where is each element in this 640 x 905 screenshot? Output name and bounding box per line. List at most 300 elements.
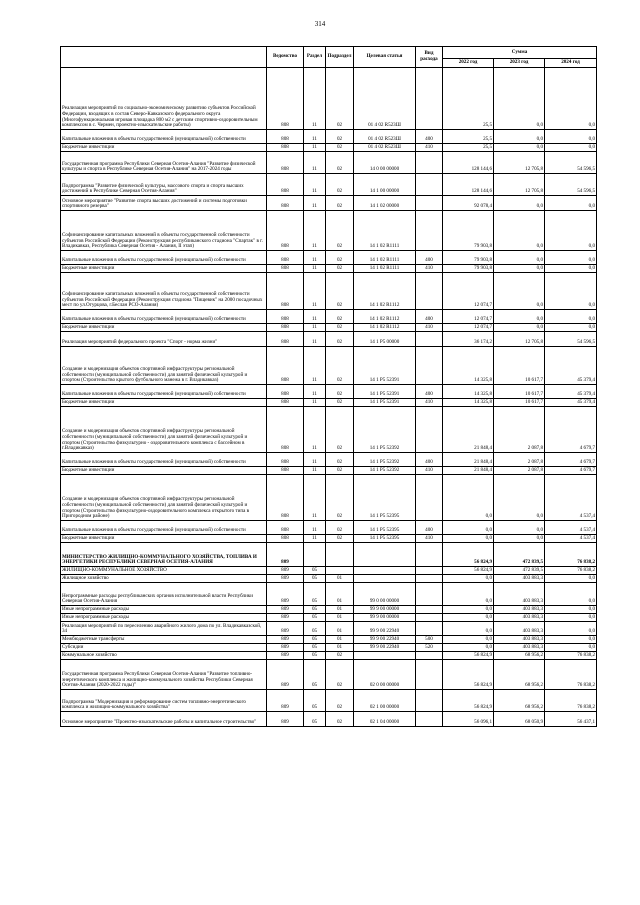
cell-name: Непрограммные расходы республиканских органов исполнительной власти Республики Северная Осетия-Алания [61, 583, 267, 606]
cell-podrazdel: 01 [326, 636, 354, 644]
cell-vedomstvo: 808 [267, 196, 304, 211]
cell-sum-2024: 0,0 [545, 68, 597, 130]
cell-celevaya-statya: 99 9 00 22940 [354, 636, 416, 644]
cell-vedomstvo: 809 [267, 614, 304, 622]
cell-sum-2023: 0,0 [494, 265, 545, 273]
cell-sum-2022: 0,0 [443, 583, 494, 606]
cell-celevaya-statya: 01 4 02 R523Ш [354, 144, 416, 152]
table-row [61, 453, 597, 467]
cell-podrazdel: 02 [326, 453, 354, 467]
table-row [61, 211, 597, 251]
cell-vid-raskhoda [416, 567, 443, 575]
cell-sum-2024: 4 679,7 [545, 453, 597, 467]
cell-sum-2023: 472 839,5 [494, 543, 545, 567]
cell-podrazdel: 02 [326, 130, 354, 144]
cell-name: Основное мероприятие "Развитие спорта высших достижений и системы подготовки спортивного резерва" [61, 196, 267, 211]
cell-razdel: 11 [304, 521, 326, 535]
header-celevaya-statya: Целевая статья [354, 47, 416, 68]
cell-sum-2023: 403 883,3 [494, 644, 545, 652]
cell-sum-2023: 2 087,8 [494, 467, 545, 475]
cell-podrazdel: 02 [326, 712, 354, 727]
cell-sum-2023: 0,0 [494, 521, 545, 535]
cell-name: Бюджетные инвестиции [61, 324, 267, 332]
table-row [61, 265, 597, 273]
table-row [61, 614, 597, 622]
cell-celevaya-statya [354, 567, 416, 575]
cell-celevaya-statya: 14 1 P5 52395 [354, 521, 416, 535]
cell-sum-2024: 0,0 [545, 606, 597, 614]
cell-vid-raskhoda [416, 196, 443, 211]
cell-sum-2024: 76 838,2 [545, 690, 597, 712]
header-2023: 2023 год [494, 59, 545, 68]
cell-vedomstvo: 809 [267, 690, 304, 712]
cell-vid-raskhoda: 410 [416, 467, 443, 475]
cell-name: Реализация мероприятий по социально-экономическому развитию субъектов Российской Федерации, входящих в состав Северо-Кавказского федерального округа (Многофункциональная игровая площадка 800 м2 с детским спортивно-оздоровительным комплексом в с. Чермен, проектно-изыскательские работы) [61, 68, 267, 130]
cell-sum-2024: 0,0 [545, 583, 597, 606]
cell-celevaya-statya: 14 1 P5 52392 [354, 467, 416, 475]
cell-name: Государственная программа Республики Северная Осетия-Алания "Развитие топливно-энергетического комплекса и жилищно-коммунального хозяйства Республики Северная Осетия-Алания (2020-2022 годы)" [61, 660, 267, 690]
cell-sum-2022: 56 824,9 [443, 543, 494, 567]
cell-vid-raskhoda: 410 [416, 535, 443, 543]
cell-vid-raskhoda: 400 [416, 385, 443, 399]
table-row [61, 567, 597, 575]
cell-vedomstvo: 809 [267, 606, 304, 614]
cell-podrazdel: 01 [326, 622, 354, 636]
cell-vedomstvo: 808 [267, 385, 304, 399]
cell-celevaya-statya [354, 652, 416, 660]
cell-vid-raskhoda [416, 583, 443, 606]
cell-razdel: 05 [304, 575, 326, 583]
cell-razdel: 05 [304, 622, 326, 636]
cell-podrazdel: 02 [326, 211, 354, 251]
cell-podrazdel: 01 [326, 644, 354, 652]
cell-sum-2022: 79 903,8 [443, 251, 494, 265]
cell-sum-2022: 0,0 [443, 575, 494, 583]
cell-podrazdel: 02 [326, 467, 354, 475]
cell-sum-2024: 4 537,4 [545, 535, 597, 543]
table-row [61, 636, 597, 644]
cell-vedomstvo: 808 [267, 152, 304, 174]
cell-podrazdel: 02 [326, 332, 354, 347]
cell-podrazdel: 02 [326, 251, 354, 265]
cell-sum-2022: 0,0 [443, 636, 494, 644]
cell-razdel: 11 [304, 407, 326, 453]
cell-celevaya-statya: 99 9 00 22940 [354, 644, 416, 652]
table-row [61, 68, 597, 130]
cell-sum-2022: 0,0 [443, 475, 494, 521]
cell-sum-2024: 0,0 [545, 144, 597, 152]
cell-name: Софинансирование капитальных вложений в объекты государственной собственности субъектов Российской Федерации (Реконструкция республиканского стадиона "Спартак" в г. Владикавказ, Республика Северная Осетия - Алания, II этап) [61, 211, 267, 251]
cell-sum-2022: 0,0 [443, 606, 494, 614]
cell-razdel: 11 [304, 251, 326, 265]
cell-vid-raskhoda: 520 [416, 644, 443, 652]
cell-sum-2023: 10 617,7 [494, 347, 545, 385]
header-razdel: Раздел [304, 47, 326, 68]
cell-sum-2024: 54 596,5 [545, 332, 597, 347]
cell-sum-2024: 4 679,7 [545, 407, 597, 453]
cell-podrazdel: 01 [326, 583, 354, 606]
cell-vedomstvo: 809 [267, 583, 304, 606]
cell-name: Подпрограмма "Развитие физической культуры, массового спорта и спорта высших достижений в Республике Северная Осетия-Алания" [61, 174, 267, 196]
cell-vid-raskhoda [416, 152, 443, 174]
cell-vid-raskhoda [416, 712, 443, 727]
cell-sum-2024: 54 596,5 [545, 152, 597, 174]
cell-celevaya-statya: 99 0 00 00000 [354, 583, 416, 606]
cell-sum-2023: 403 883,3 [494, 614, 545, 622]
cell-sum-2024: 0,0 [545, 614, 597, 622]
cell-razdel: 11 [304, 324, 326, 332]
cell-name: Капитальные вложения в объекты государственной (муниципальной) собственности [61, 310, 267, 324]
cell-vedomstvo: 808 [267, 174, 304, 196]
table-row [61, 652, 597, 660]
cell-sum-2022: 128 144,6 [443, 174, 494, 196]
table-row [61, 606, 597, 614]
cell-razdel: 05 [304, 614, 326, 622]
cell-razdel: 05 [304, 712, 326, 727]
cell-vid-raskhoda: 500 [416, 636, 443, 644]
cell-sum-2024: 54 596,5 [545, 174, 597, 196]
cell-vedomstvo: 809 [267, 652, 304, 660]
cell-sum-2023: 68 956,2 [494, 652, 545, 660]
cell-vedomstvo: 809 [267, 543, 304, 567]
cell-name: Капитальные вложения в объекты государственной (муниципальной) собственности [61, 251, 267, 265]
cell-razdel: 05 [304, 652, 326, 660]
cell-podrazdel: 02 [326, 347, 354, 385]
cell-vid-raskhoda [416, 614, 443, 622]
cell-celevaya-statya: 14 1 P5 52391 [354, 385, 416, 399]
cell-sum-2022: 21 848,4 [443, 453, 494, 467]
table-row [61, 583, 597, 606]
cell-podrazdel: 02 [326, 385, 354, 399]
table-row [61, 251, 597, 265]
cell-celevaya-statya: 14 1 02 R1112 [354, 310, 416, 324]
cell-podrazdel: 01 [326, 614, 354, 622]
cell-sum-2024: 0,0 [545, 324, 597, 332]
cell-name: Иные непрограммные расходы [61, 614, 267, 622]
cell-name: Софинансирование капитальных вложений в объекты государственной собственности субъектов Российской Федерации (Реконструкция стадиона "Пищевик" на 2000 посадочных мест по ул.Огурцова, г.Беслан РСО-Алания) [61, 273, 267, 310]
cell-name: Субсидии [61, 644, 267, 652]
table-row [61, 622, 597, 636]
cell-name: Капитальные вложения в объекты государственной (муниципальной) собственности [61, 453, 267, 467]
cell-vedomstvo: 809 [267, 636, 304, 644]
cell-sum-2023: 2 087,8 [494, 407, 545, 453]
cell-vedomstvo: 808 [267, 467, 304, 475]
cell-vedomstvo: 808 [267, 475, 304, 521]
cell-name: Межбюджетные трансферты [61, 636, 267, 644]
cell-sum-2024: 4 537,4 [545, 521, 597, 535]
cell-sum-2022: 25,5 [443, 130, 494, 144]
cell-celevaya-statya: 14 1 02 R1112 [354, 324, 416, 332]
cell-vid-raskhoda: 400 [416, 453, 443, 467]
header-vid-raskhoda: Вид расхода [416, 47, 443, 68]
cell-celevaya-statya: 14 0 00 00000 [354, 152, 416, 174]
cell-sum-2023: 0,0 [494, 144, 545, 152]
cell-sum-2022: 21 848,4 [443, 407, 494, 453]
cell-vedomstvo: 808 [267, 535, 304, 543]
cell-sum-2024: 0,0 [545, 130, 597, 144]
cell-celevaya-statya: 14 1 02 R1111 [354, 251, 416, 265]
cell-sum-2024: 4 537,4 [545, 475, 597, 521]
cell-sum-2024: 0,0 [545, 310, 597, 324]
cell-celevaya-statya: 14 1 P5 52391 [354, 347, 416, 385]
cell-podrazdel: 02 [326, 152, 354, 174]
cell-vedomstvo: 808 [267, 521, 304, 535]
cell-podrazdel: 02 [326, 407, 354, 453]
cell-celevaya-statya: 14 1 P5 52392 [354, 407, 416, 453]
cell-razdel: 11 [304, 347, 326, 385]
cell-sum-2022: 12 074,7 [443, 310, 494, 324]
cell-name: Подпрограмма "Модернизация и реформирование систем топливно-энергетического комплекса и жилищно-коммунального хозяйства" [61, 690, 267, 712]
cell-sum-2023: 12 705,8 [494, 152, 545, 174]
cell-sum-2023: 0,0 [494, 535, 545, 543]
cell-vid-raskhoda: 400 [416, 521, 443, 535]
cell-name: Бюджетные инвестиции [61, 144, 267, 152]
cell-name: Основное мероприятие "Проектно-изыскательские работы и капитальное строительство" [61, 712, 267, 727]
cell-sum-2024: 76 838,2 [545, 567, 597, 575]
cell-celevaya-statya: 02 1 04 00000 [354, 712, 416, 727]
cell-razdel: 11 [304, 196, 326, 211]
cell-sum-2022: 14 325,8 [443, 385, 494, 399]
cell-razdel: 11 [304, 130, 326, 144]
cell-podrazdel: 02 [326, 265, 354, 273]
cell-name: Капитальные вложения в объекты государственной (муниципальной) собственности [61, 521, 267, 535]
cell-sum-2022: 56 824,9 [443, 690, 494, 712]
cell-name: Реализация мероприятий федерального проекта "Спорт - норма жизни" [61, 332, 267, 347]
cell-razdel: 05 [304, 690, 326, 712]
cell-sum-2022: 14 325,8 [443, 347, 494, 385]
cell-celevaya-statya: 14 1 P5 00000 [354, 332, 416, 347]
header-vedomstvo: Ведомство [267, 47, 304, 68]
cell-razdel: 05 [304, 660, 326, 690]
cell-vedomstvo: 808 [267, 265, 304, 273]
cell-celevaya-statya: 01 4 02 R523Ш [354, 130, 416, 144]
cell-podrazdel: 02 [326, 521, 354, 535]
cell-razdel: 11 [304, 152, 326, 174]
table-row [61, 332, 597, 347]
cell-sum-2024: 0,0 [545, 211, 597, 251]
cell-sum-2022: 0,0 [443, 535, 494, 543]
table-row [61, 521, 597, 535]
cell-celevaya-statya: 14 1 02 R1111 [354, 211, 416, 251]
header-name-blank [61, 47, 267, 68]
cell-razdel: 11 [304, 310, 326, 324]
cell-sum-2024: 76 838,2 [545, 660, 597, 690]
cell-podrazdel: 02 [326, 310, 354, 324]
cell-podrazdel: 02 [326, 144, 354, 152]
cell-name: Капитальные вложения в объекты государственной (муниципальной) собственности [61, 385, 267, 399]
cell-sum-2022: 56 824,9 [443, 567, 494, 575]
cell-sum-2022: 79 903,8 [443, 211, 494, 251]
table-row [61, 467, 597, 475]
cell-name: Коммунальное хозяйство [61, 652, 267, 660]
table-row [61, 399, 597, 407]
cell-celevaya-statya: 99 9 00 00000 [354, 606, 416, 614]
cell-sum-2023: 0,0 [494, 211, 545, 251]
cell-podrazdel: 01 [326, 606, 354, 614]
cell-sum-2024: 4 679,7 [545, 467, 597, 475]
cell-razdel: 11 [304, 399, 326, 407]
cell-celevaya-statya: 14 1 P5 52392 [354, 453, 416, 467]
cell-sum-2022: 25,5 [443, 144, 494, 152]
cell-sum-2022: 36 174,2 [443, 332, 494, 347]
cell-sum-2024: 0,0 [545, 265, 597, 273]
table-row [61, 196, 597, 211]
cell-name: Бюджетные инвестиции [61, 399, 267, 407]
cell-podrazdel: 02 [326, 652, 354, 660]
cell-sum-2022: 12 074,7 [443, 324, 494, 332]
budget-table [60, 46, 597, 727]
cell-razdel: 11 [304, 211, 326, 251]
cell-sum-2023: 68 956,2 [494, 690, 545, 712]
cell-sum-2024: 45 379,4 [545, 347, 597, 385]
cell-sum-2022: 0,0 [443, 622, 494, 636]
cell-vedomstvo: 809 [267, 575, 304, 583]
table-row [61, 324, 597, 332]
cell-podrazdel: 02 [326, 273, 354, 310]
cell-sum-2024: 0,0 [545, 622, 597, 636]
cell-vid-raskhoda: 410 [416, 399, 443, 407]
cell-name: Бюджетные инвестиции [61, 467, 267, 475]
table-row [61, 174, 597, 196]
table-row [61, 712, 597, 727]
cell-razdel: 11 [304, 265, 326, 273]
cell-celevaya-statya: 99 9 00 22940 [354, 622, 416, 636]
cell-sum-2022: 12 074,7 [443, 273, 494, 310]
cell-razdel: 11 [304, 453, 326, 467]
cell-celevaya-statya: 14 1 02 R1112 [354, 273, 416, 310]
table-row [61, 130, 597, 144]
cell-name: Государственная программа Республики Северная Осетия-Алания "Развитие физической культуры и спорта в Республике Северная Осетия-Алания" на 2017-2024 годы [61, 152, 267, 174]
cell-sum-2024: 0,0 [545, 636, 597, 644]
cell-podrazdel: 02 [326, 535, 354, 543]
cell-razdel: 11 [304, 332, 326, 347]
cell-sum-2024: 0,0 [545, 251, 597, 265]
cell-celevaya-statya: 14 1 P5 52395 [354, 535, 416, 543]
cell-podrazdel [326, 567, 354, 575]
cell-razdel: 11 [304, 144, 326, 152]
cell-celevaya-statya: 01 4 02 R523Ш [354, 68, 416, 130]
cell-podrazdel: 02 [326, 475, 354, 521]
cell-sum-2024: 0,0 [545, 196, 597, 211]
cell-sum-2024: 0,0 [545, 575, 597, 583]
table-row [61, 347, 597, 385]
cell-vedomstvo: 808 [267, 273, 304, 310]
cell-vid-raskhoda [416, 407, 443, 453]
cell-vedomstvo: 808 [267, 144, 304, 152]
page-number: 314 [314, 20, 326, 28]
cell-name: Создание и модернизация объектов спортивной инфраструктуры региональной собственности (муниципальной собственности) для занятий физической культурой и спортом (Строительство крытого футбольного манежа в г. Владикавказ) [61, 347, 267, 385]
table-row [61, 152, 597, 174]
header-2024: 2024 год [545, 59, 597, 68]
cell-sum-2022: 0,0 [443, 644, 494, 652]
cell-sum-2023: 0,0 [494, 475, 545, 521]
table-row [61, 475, 597, 521]
cell-sum-2022: 14 325,8 [443, 399, 494, 407]
cell-vedomstvo: 808 [267, 310, 304, 324]
cell-vid-raskhoda [416, 273, 443, 310]
cell-vid-raskhoda [416, 347, 443, 385]
cell-name: Бюджетные инвестиции [61, 265, 267, 273]
cell-sum-2024: 0,0 [545, 273, 597, 310]
cell-vedomstvo: 809 [267, 644, 304, 652]
cell-sum-2023: 403 883,3 [494, 606, 545, 614]
table-row [61, 535, 597, 543]
cell-celevaya-statya: 14 1 02 R1111 [354, 265, 416, 273]
cell-vedomstvo: 808 [267, 407, 304, 453]
cell-sum-2023: 472 839,5 [494, 567, 545, 575]
table-row [61, 543, 597, 567]
cell-sum-2023: 403 883,3 [494, 583, 545, 606]
table-row [61, 144, 597, 152]
cell-celevaya-statya: 02 1 00 00000 [354, 690, 416, 712]
cell-razdel: 11 [304, 68, 326, 130]
cell-vedomstvo: 808 [267, 399, 304, 407]
cell-sum-2023: 0,0 [494, 130, 545, 144]
cell-vedomstvo: 808 [267, 130, 304, 144]
table-row [61, 644, 597, 652]
cell-sum-2023: 0,0 [494, 273, 545, 310]
cell-vid-raskhoda: 400 [416, 251, 443, 265]
cell-razdel: 05 [304, 567, 326, 575]
cell-sum-2022: 56 096,1 [443, 712, 494, 727]
cell-sum-2022: 92 078,4 [443, 196, 494, 211]
cell-vedomstvo: 808 [267, 332, 304, 347]
cell-sum-2023: 12 705,8 [494, 174, 545, 196]
cell-vid-raskhoda: 410 [416, 324, 443, 332]
table-row [61, 660, 597, 690]
cell-razdel: 05 [304, 583, 326, 606]
cell-name: Создание и модернизация объектов спортивной инфраструктуры региональной собственности (муниципальной собственности) для занятий физической культурой и спортом (Строительство физкультурно - оздоровительного комплекса с бассейном в г.Владикавказ) [61, 407, 267, 453]
cell-celevaya-statya: 99 9 00 00000 [354, 614, 416, 622]
cell-podrazdel: 02 [326, 324, 354, 332]
cell-vid-raskhoda [416, 332, 443, 347]
cell-sum-2023: 403 883,3 [494, 575, 545, 583]
cell-sum-2023: 0,0 [494, 196, 545, 211]
cell-vid-raskhoda [416, 652, 443, 660]
cell-podrazdel: 02 [326, 174, 354, 196]
cell-celevaya-statya: 02 0 00 00000 [354, 660, 416, 690]
cell-podrazdel [326, 543, 354, 567]
cell-vid-raskhoda [416, 68, 443, 130]
cell-sum-2024: 45 379,4 [545, 399, 597, 407]
table-row [61, 273, 597, 310]
cell-sum-2023: 68 050,9 [494, 712, 545, 727]
cell-sum-2022: 25,5 [443, 68, 494, 130]
cell-celevaya-statya: 14 1 P5 52395 [354, 475, 416, 521]
cell-sum-2022: 56 824,9 [443, 660, 494, 690]
table-row [61, 310, 597, 324]
cell-vid-raskhoda [416, 660, 443, 690]
cell-vedomstvo: 808 [267, 68, 304, 130]
cell-sum-2023: 10 617,7 [494, 399, 545, 407]
cell-sum-2023: 0,0 [494, 310, 545, 324]
cell-razdel: 11 [304, 273, 326, 310]
cell-sum-2024: 0,0 [545, 644, 597, 652]
cell-vid-raskhoda [416, 475, 443, 521]
cell-name: МИНИСТЕРСТВО ЖИЛИЩНО-КОММУНАЛЬНОГО ХОЗЯЙСТВА, ТОПЛИВА И ЭНЕРГЕТИКИ РЕСПУБЛИКИ СЕВЕРНАЯ ОСЕТИЯ-АЛАНИЯ [61, 543, 267, 567]
cell-podrazdel: 01 [326, 575, 354, 583]
table-body [61, 68, 597, 727]
cell-celevaya-statya: 14 1 00 00000 [354, 174, 416, 196]
cell-name: Реализация мероприятий по переселению аварийного жилого дома по ул. Владикавказской, 34 [61, 622, 267, 636]
cell-vid-raskhoda: 400 [416, 130, 443, 144]
cell-vedomstvo: 809 [267, 660, 304, 690]
cell-podrazdel: 02 [326, 660, 354, 690]
cell-podrazdel: 02 [326, 690, 354, 712]
cell-vid-raskhoda [416, 211, 443, 251]
header-2022: 2022 год [443, 59, 494, 68]
cell-celevaya-statya [354, 575, 416, 583]
